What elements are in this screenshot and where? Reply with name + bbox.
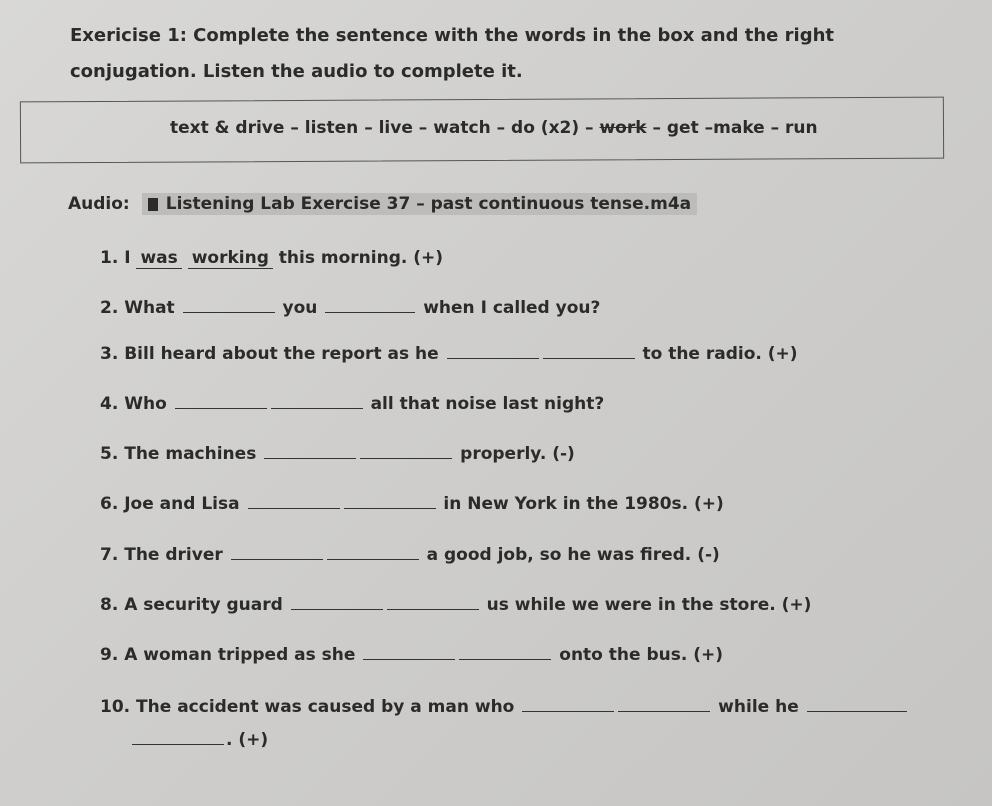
answer-blank[interactable] — [248, 494, 340, 509]
question-7 — [100, 545, 720, 565]
word-list-end: – get –make – run — [646, 118, 818, 138]
question-text: when I called you? — [417, 298, 601, 318]
answer-blank[interactable] — [807, 697, 907, 712]
file-icon — [148, 198, 158, 211]
question-text: A woman tripped as she — [124, 645, 362, 665]
answer-1a[interactable]: was — [136, 248, 181, 269]
question-text: a good job, so he was fired. (-) — [420, 545, 720, 565]
question-text: us while we were in the store. (+) — [480, 595, 812, 615]
question-text: while he — [712, 697, 805, 717]
question-text: The accident was caused by a man who — [136, 697, 521, 717]
struck-word: work — [599, 118, 647, 138]
word-list: text & drive – listen – live – watch – do (x2) – — [170, 118, 600, 138]
question-10-continued — [130, 730, 268, 750]
question-text: I — [124, 248, 137, 268]
question-5 — [100, 444, 575, 464]
answer-blank[interactable] — [325, 298, 415, 313]
answer-blank[interactable] — [291, 595, 383, 610]
answer-blank[interactable] — [543, 344, 635, 359]
word-box-text — [170, 118, 818, 138]
answer-blank[interactable] — [231, 545, 323, 560]
answer-blank[interactable] — [183, 298, 275, 313]
question-number: 5. — [100, 444, 119, 464]
answer-1b[interactable]: working — [188, 248, 273, 269]
answer-blank[interactable] — [459, 645, 551, 660]
question-8 — [100, 595, 811, 615]
answer-blank[interactable] — [447, 344, 539, 359]
answer-blank[interactable] — [344, 494, 436, 509]
answer-blank[interactable] — [522, 697, 614, 712]
question-text: properly. (-) — [454, 444, 575, 464]
question-4 — [100, 394, 604, 414]
question-number: 7. — [100, 545, 119, 565]
answer-blank[interactable] — [175, 394, 267, 409]
question-text: The machines — [124, 444, 263, 464]
exercise-title: Exericise 1: Complete the sentence with the words in the box and the right conjugation. Listen the audio to complete it. — [70, 25, 834, 82]
answer-blank[interactable] — [363, 645, 455, 660]
question-text: Bill heard about the report as he — [124, 344, 445, 364]
question-text: Who — [124, 394, 173, 414]
question-text: all that noise last night? — [364, 394, 605, 414]
question-number: 1. — [100, 248, 119, 268]
audio-row — [68, 193, 697, 215]
answer-blank[interactable] — [264, 444, 356, 459]
question-text: you — [276, 298, 324, 318]
answer-blank[interactable] — [271, 394, 363, 409]
question-number: 9. — [100, 645, 119, 665]
audio-file-chip[interactable] — [142, 193, 697, 215]
question-text: The driver — [124, 545, 229, 565]
question-10 — [100, 697, 909, 717]
answer-blank[interactable] — [327, 545, 419, 560]
question-text: . (+) — [226, 730, 269, 750]
question-2 — [100, 298, 600, 318]
answer-blank[interactable] — [132, 730, 224, 745]
question-number: 6. — [100, 494, 119, 514]
answer-blank[interactable] — [360, 444, 452, 459]
question-number: 4. — [100, 394, 119, 414]
question-text: A security guard — [124, 595, 289, 615]
answer-blank[interactable] — [618, 697, 710, 712]
question-number: 10. — [100, 697, 131, 717]
question-text: What — [124, 298, 181, 318]
question-number: 2. — [100, 298, 119, 318]
answer-blank[interactable] — [387, 595, 479, 610]
question-text: in New York in the 1980s. (+) — [437, 494, 724, 514]
question-6 — [100, 494, 724, 514]
audio-label: Audio: — [68, 194, 130, 214]
question-text: this morning. (+) — [272, 248, 444, 268]
question-number: 3. — [100, 344, 119, 364]
question-9 — [100, 645, 723, 665]
question-3 — [100, 344, 798, 364]
question-text: onto the bus. (+) — [553, 645, 724, 665]
question-text: Joe and Lisa — [124, 494, 246, 514]
question-1 — [100, 248, 443, 268]
question-number: 8. — [100, 595, 119, 615]
audio-filename: Listening Lab Exercise 37 – past continuous tense.m4a — [165, 194, 692, 214]
question-text: to the radio. (+) — [636, 344, 798, 364]
